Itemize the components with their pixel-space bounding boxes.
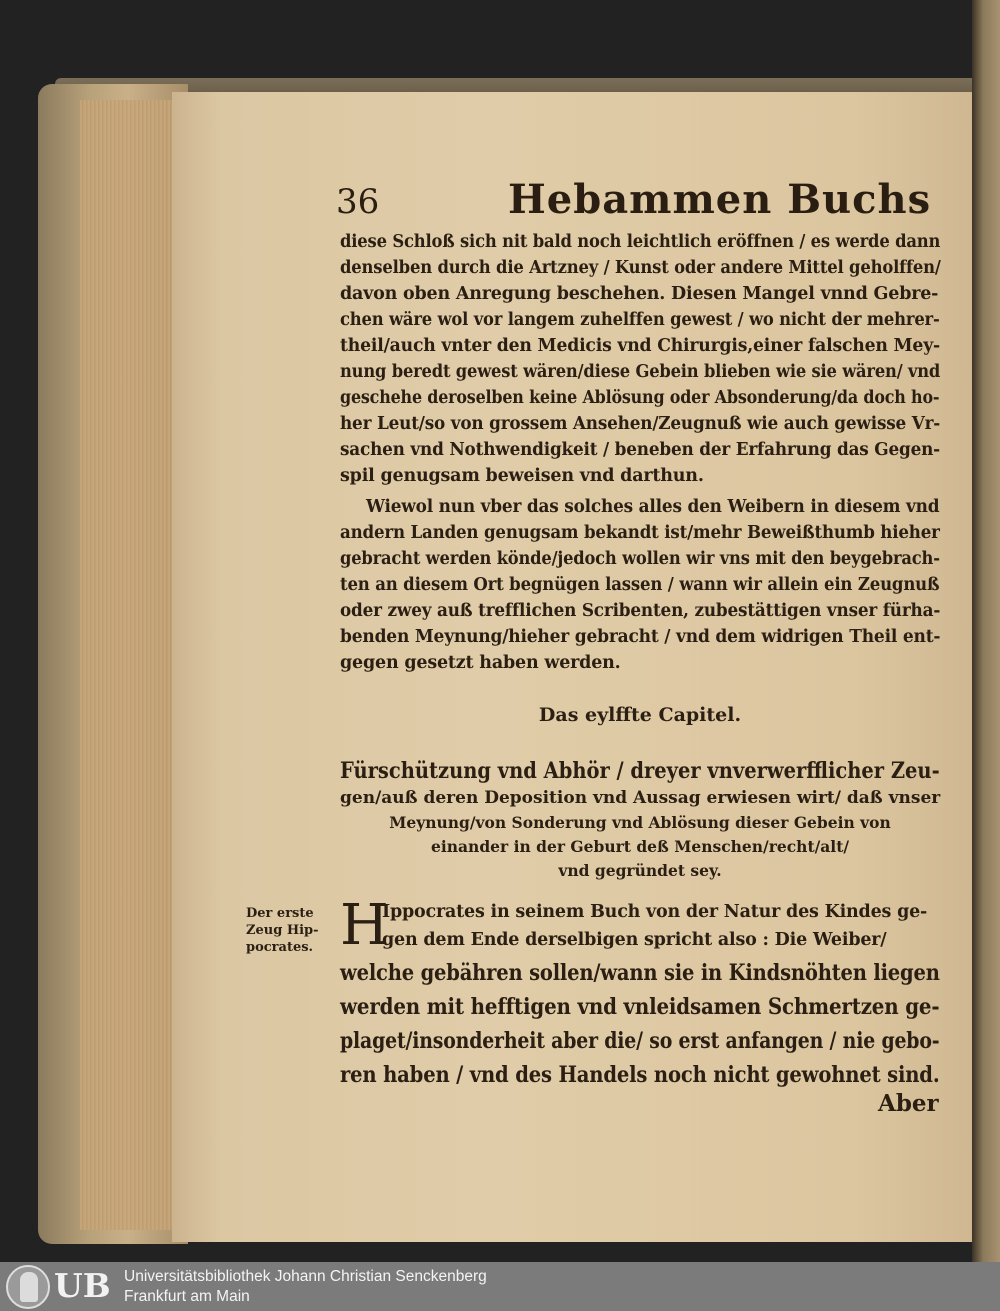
- heading-line: Fürschützung vnd Abhör / dreyer vnverwerfflicher Zeu-: [340, 758, 940, 784]
- page-header: [336, 176, 956, 230]
- text-line: diese Schloß sich nit bald noch leichtlich eröffnen / es werde dann: [340, 232, 941, 252]
- library-footer: [0, 1262, 1000, 1311]
- page-edges: [80, 100, 180, 1230]
- library-logo: UB: [54, 1266, 111, 1305]
- heading-line: vnd gegründet sey.: [558, 861, 722, 880]
- text-line: gegen gesetzt haben werden.: [340, 653, 621, 673]
- text-line: Wiewol nun vber das solches alles den Weibern in diesem vnd: [366, 497, 940, 517]
- catchword: Aber: [878, 1090, 939, 1117]
- heading-line: Meynung/von Sonderung vnd Ablösung dieser Gebein von: [389, 813, 891, 832]
- text-line: plaget/insonderheit aber die/ so erst anfangen / nie gebo-: [340, 1028, 940, 1054]
- facing-page-fragment: [972, 0, 1000, 1262]
- text-line: andern Landen genugsam bekandt ist/mehr Beweißthumb hieher: [340, 523, 940, 543]
- marginal-note-line: pocrates.: [246, 940, 314, 955]
- text-line: welche gebähren sollen/wann sie in Kindsnöhten liegen: [340, 960, 940, 986]
- text-line: chen wäre wol vor langem zuhelffen gewest / wo nicht der mehrer-: [340, 310, 940, 330]
- marginal-note-line: Zeug Hip-: [246, 923, 319, 938]
- text-line: her Leut/so von grossem Ansehen/Zeugnuß wie auch gewisse Vr-: [340, 414, 941, 434]
- drop-cap: H: [340, 893, 389, 958]
- text-line: werden mit hefftigen vnd vnleidsamen Schmertzen ge-: [340, 994, 940, 1020]
- library-name: Universitätsbibliothek Johann Christian Senckenberg: [124, 1268, 487, 1285]
- heading-line: gen/auß deren Deposition vnd Aussag erwiesen wirt/ daß vnser: [340, 788, 941, 808]
- text-line: Ippocrates in seinem Buch von der Natur des Kindes ge-: [382, 902, 928, 922]
- library-city: Frankfurt am Main: [124, 1288, 250, 1305]
- text-line: geschehe deroselben keine Ablösung oder Absonderung/da doch ho-: [340, 388, 940, 408]
- page-number: 36: [336, 182, 380, 222]
- text-line: gen dem Ende derselbigen spricht also : Die Weiber/: [382, 930, 887, 950]
- text-line: ten an diesem Ort begnügen lassen / wann wir allein ein Zeugnuß: [340, 575, 940, 595]
- text-line: oder zwey auß trefflichen Scribenten, zubestättigen vnser fürha-: [340, 601, 941, 621]
- marginal-note-line: Der erste: [246, 906, 314, 921]
- marginal-note: [246, 905, 336, 956]
- text-line: theil/auch vnter den Medicis vnd Chirurgis,einer falschen Mey-: [340, 336, 940, 356]
- library-seal-icon: [6, 1265, 50, 1309]
- chapter-title: Das eylffte Capitel.: [538, 704, 742, 726]
- text-line: spil genugsam beweisen vnd darthun.: [340, 466, 704, 486]
- text-line: benden Meynung/hieher gebracht / vnd dem widrigen Theil ent-: [340, 627, 941, 647]
- text-line: ren haben / vnd des Handels noch nicht gewohnet sind.: [340, 1062, 940, 1088]
- text-line: sachen vnd Nothwendigkeit / beneben der Erfahrung das Gegen-: [340, 440, 940, 460]
- running-head: Hebammen Buchs: [508, 176, 932, 223]
- text-line: gebracht werden könde/jedoch wollen wir vns mit den beygebrach-: [340, 549, 940, 569]
- heading-line: einander in der Geburt deß Menschen/recht/alt/: [430, 837, 850, 856]
- text-line: davon oben Anregung beschehen. Diesen Mangel vnnd Gebre-: [340, 284, 939, 304]
- text-line: nung beredt gewest wären/diese Gebein blieben wie sie wären/ vnd: [340, 362, 941, 382]
- text-line: denselben durch die Artzney / Kunst oder andere Mittel geholffen/: [340, 258, 941, 278]
